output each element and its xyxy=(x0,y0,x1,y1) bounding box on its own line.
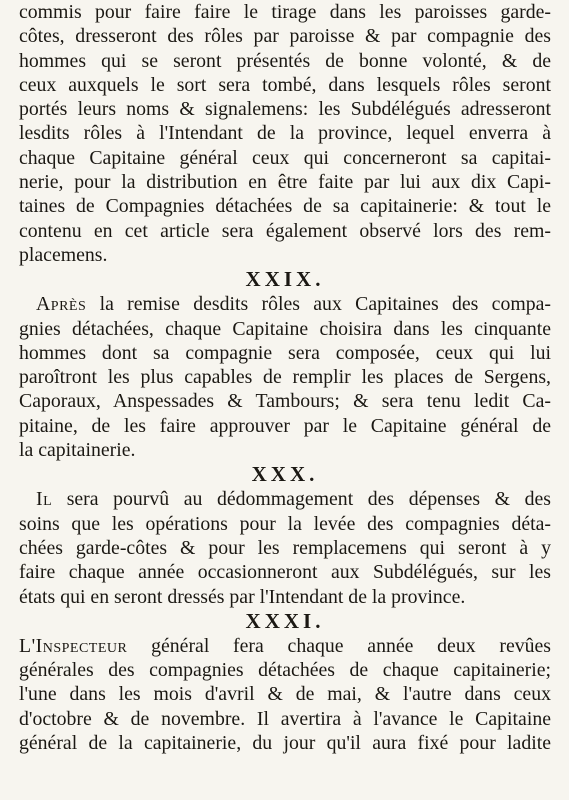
article-29 xyxy=(19,267,551,462)
article-30 xyxy=(19,462,551,608)
article-heading: XXIX. xyxy=(245,267,325,292)
text-line: hommes dont sa compagnie sera composée, ceux qui lui xyxy=(19,341,551,364)
text-line xyxy=(19,292,551,316)
text-line: chaque Capitaine général ceux qui concerneront sa capitai- xyxy=(19,146,551,169)
text-run: général fera chaque année deux revûes xyxy=(127,634,551,657)
text-run: la remise desdits rôles aux Capitaines des compa- xyxy=(86,293,551,316)
text-line: côtes, dresseront des rôles par paroisse & par compagnie des xyxy=(19,25,551,48)
text-line: états qui en seront dressés par l'Intendant de la province. xyxy=(19,585,466,608)
lead-word: L'Inspecteur xyxy=(19,634,128,657)
text-line: hommes qui se seront présentés de bonne volonté, & de xyxy=(19,49,551,72)
lead-word: Après xyxy=(36,293,87,316)
text-run: sera pourvû au dédommagement des dépenses & des xyxy=(52,488,551,511)
article-31 xyxy=(19,609,551,755)
text-line: paroîtront les plus capables de remplir les places de Sergens, xyxy=(19,366,551,389)
text-line: nerie, pour la distribution en être faite par lui aux dix Capi- xyxy=(19,171,551,194)
article-heading: XXXI. xyxy=(245,608,325,633)
text-line: taines de Compagnies détachées de sa capitainerie: & tout le xyxy=(19,195,551,218)
text-line: Caporaux, Anspessades & Tambours; & sera tenu ledit Ca- xyxy=(19,390,551,413)
text-line: chées garde-côtes & pour les remplacemens qui seront à y xyxy=(19,536,551,559)
text-line xyxy=(19,634,551,658)
text-line: gnies détachées, chaque Capitaine choisira dans les cinquante xyxy=(19,317,551,340)
text-line: pitaine, de les faire approuver par le Capitaine général de xyxy=(19,414,551,437)
text-line: faire chaque année occasionneront aux Subdélégués, sur les xyxy=(19,561,551,584)
text-line: générales des compagnies détachées de chaque capitainerie; xyxy=(19,659,551,682)
text-line: commis pour faire faire le tirage dans les paroisses garde- xyxy=(19,1,551,23)
text-line: portés leurs noms & signalemens: les Subdélégués adresseront xyxy=(19,98,551,121)
text-line: d'octobre & de novembre. Il avertira à l'avance le Capitaine xyxy=(19,707,551,730)
text-line: soins que les opérations pour la levée des compagnies déta- xyxy=(19,512,551,535)
text-line xyxy=(19,487,551,511)
article-28-continued xyxy=(19,0,551,267)
text-line: l'une dans les mois d'avril & de mai, & l'autre dans ceux xyxy=(19,683,551,706)
text-line: ceux auxquels le sort sera tombé, dans lesquels rôles seront xyxy=(19,73,551,96)
text-line: contenu en cet article sera également observé lors des rem- xyxy=(19,219,551,242)
text-line: lesdits rôles à l'Intendant de la province, lequel enverra à xyxy=(19,122,551,145)
text-line: la capitainerie. xyxy=(19,439,136,462)
article-heading: XXX. xyxy=(251,462,319,487)
lead-word: Il xyxy=(36,488,53,511)
text-line: général de la capitainerie, du jour qu'il aura fixé pour ladite xyxy=(19,732,551,755)
text-line: placemens. xyxy=(19,243,108,266)
